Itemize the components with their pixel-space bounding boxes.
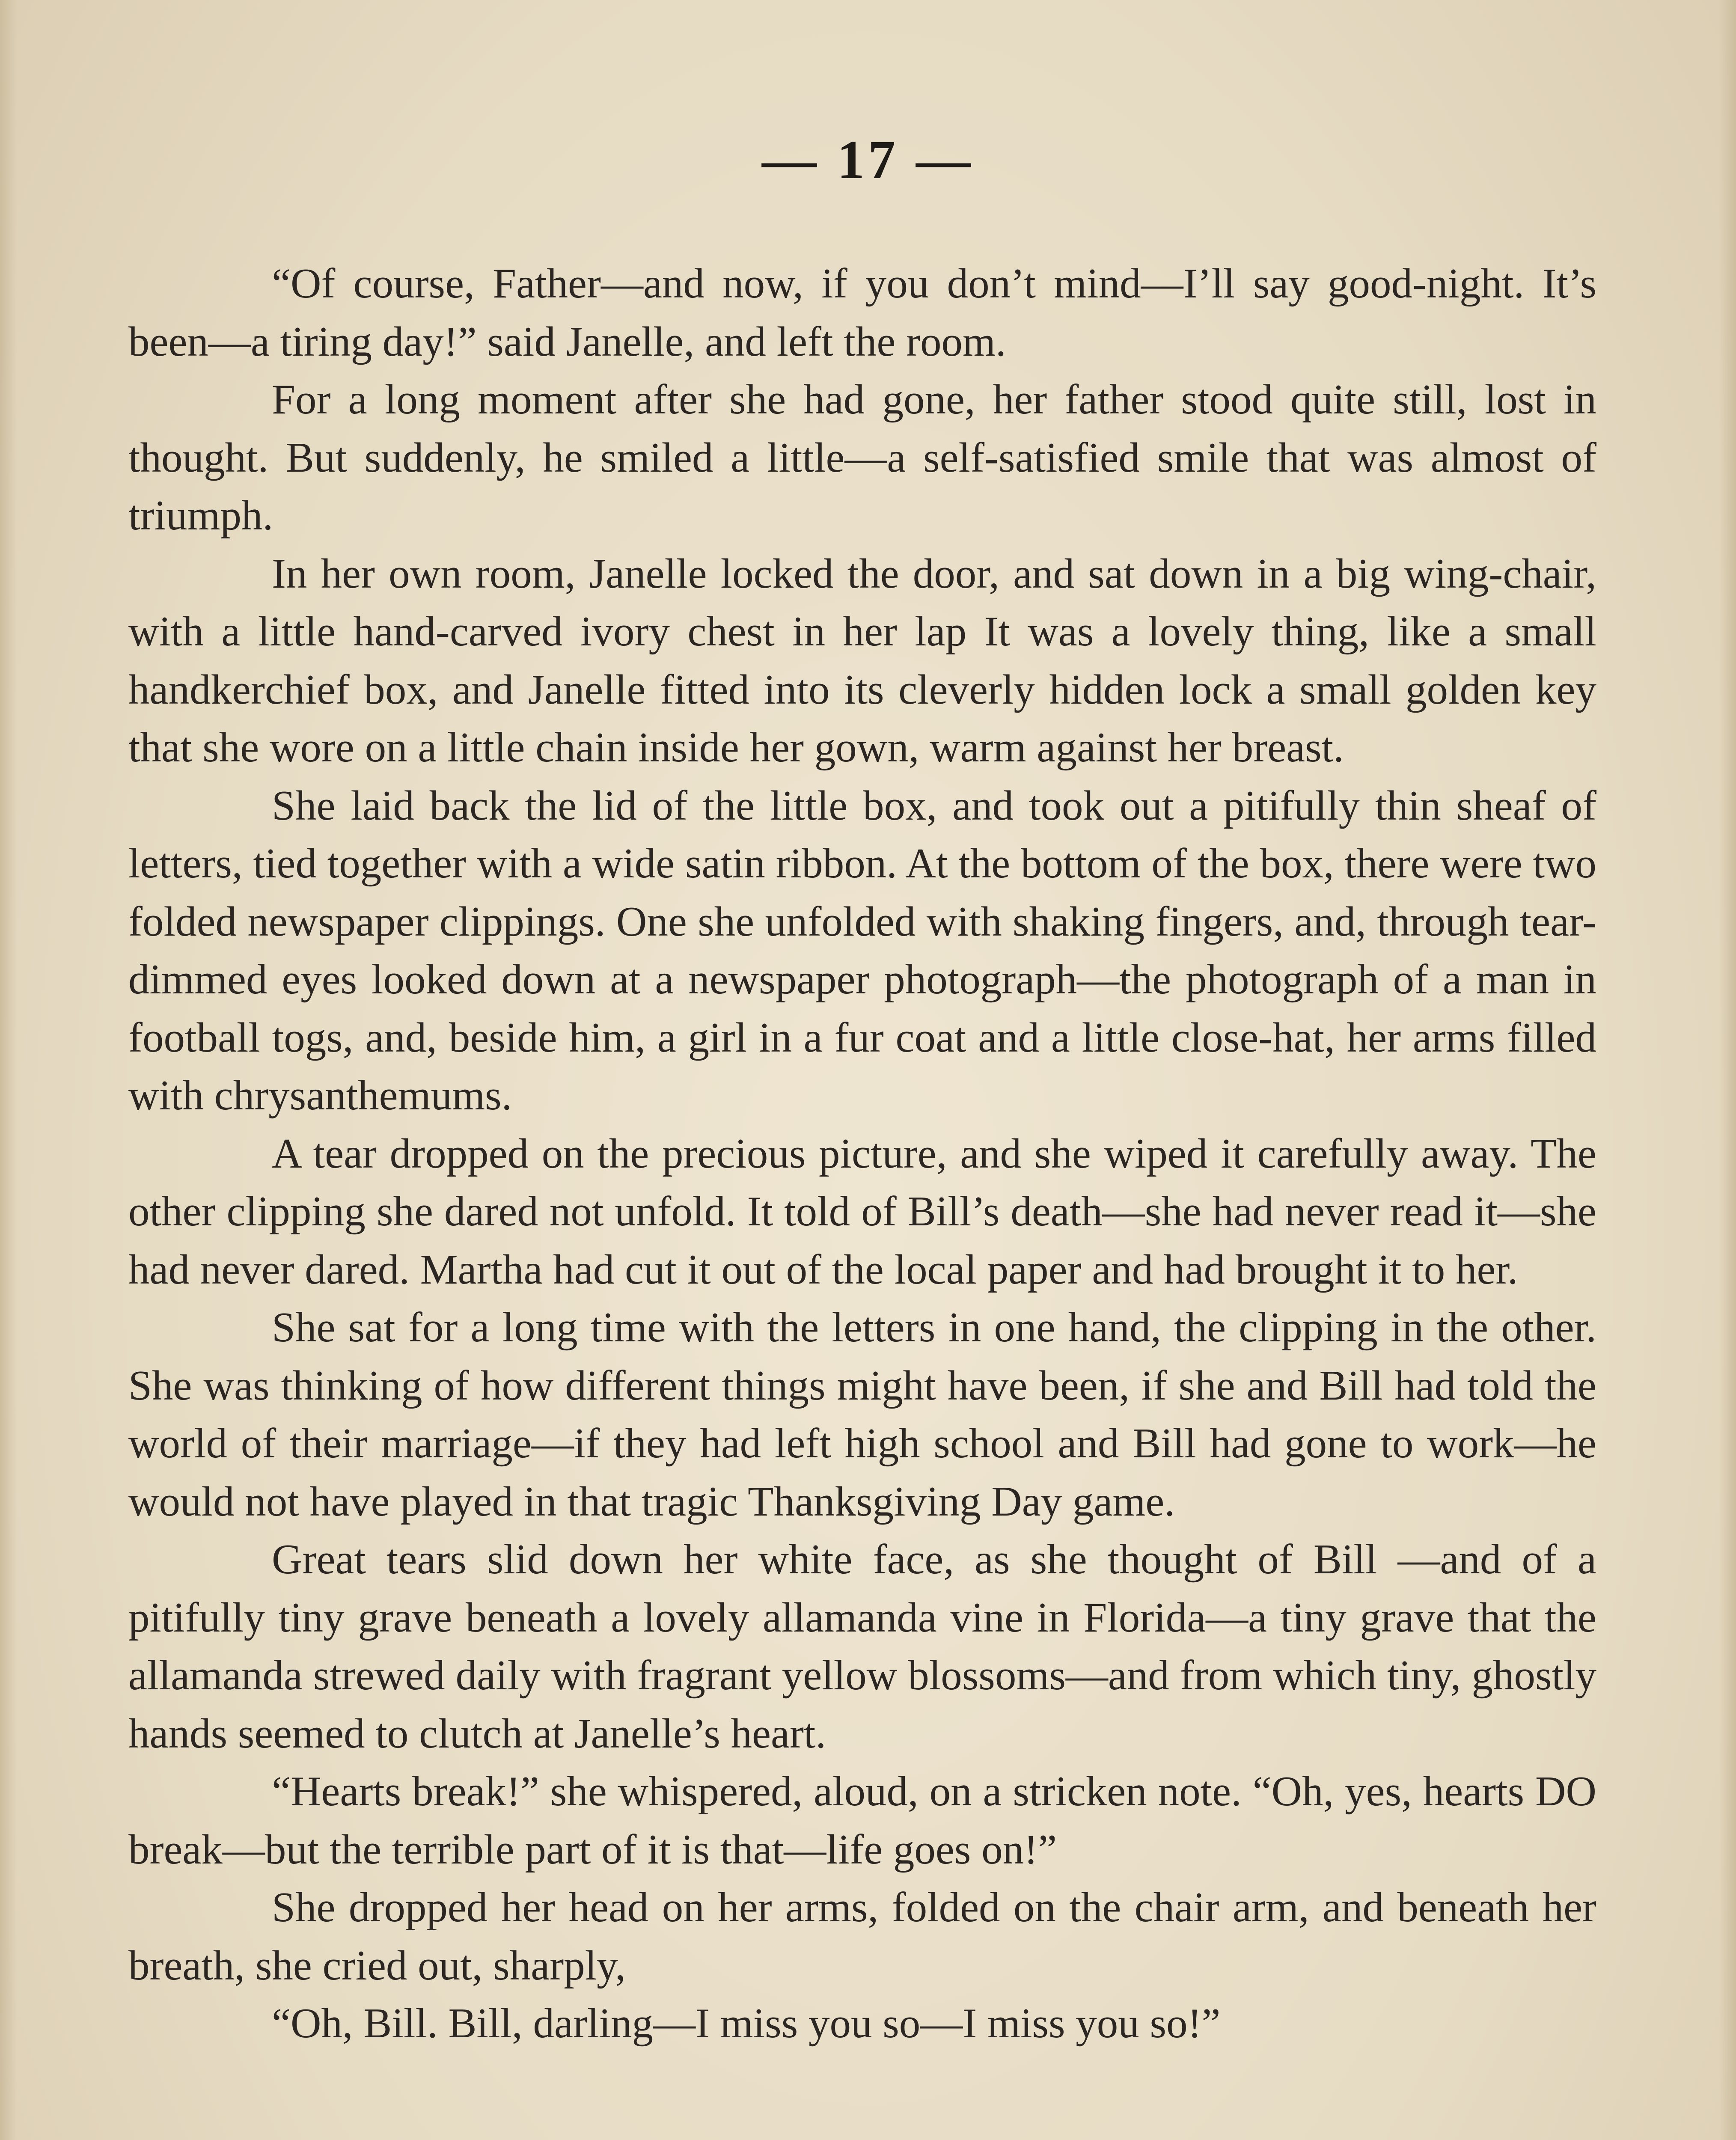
paragraph: A tear dropped on the precious picture, and she wiped it carefully away. The other clipping she dared not unfold. It told of Bill’s death—she had never read it—she had never dared. Martha had cut it out of the local paper and had brought it to her. <box>128 1130 1596 1293</box>
paragraph: For a long moment after she had gone, her father stood quite still, lost in thought. But suddenly, he smiled a little—a self-satisfied smile that was almost of triumph. <box>128 376 1596 539</box>
paragraph: She sat for a long time with the letters in one hand, the clipping in the other. She was thinking of how different things might have been, if she and Bill had told the world of their marriage—if they had left high school and Bill had gone to work—he would not have played in that tragic Thanksgiving Day game. <box>128 1304 1596 1525</box>
page-edge-shadow-left <box>0 0 17 2140</box>
paragraph: Great tears slid down her white face, as she thought of Bill —and of a pitifully tiny grave beneath a lovely allamanda vine in Florida—a tiny grave that the allamanda strewed daily with fragrant yellow blossoms—and from which tiny, ghostly hands seemed to clutch at Janelle’s heart. <box>128 1536 1596 1757</box>
paragraph: “Hearts break!” she whispered, aloud, on a stricken note. “Oh, yes, hearts DO break—but the terrible part of it is that—life goes on!” <box>128 1768 1596 1873</box>
page-number: — 17 — <box>762 129 974 190</box>
paragraph: In her own room, Janelle locked the door, and sat down in a big wing-chair, with a little hand-carved ivory chest in her lap It was a lovely thing, like a small handkerchief box, and Janelle fitted into its cleverly hidden lock a small golden key that she wore on a little chain inside her gown, warm against her breast. <box>128 550 1596 771</box>
paragraph: “Of course, Father—and now, if you don’t mind—I’ll say good-night. It’s been—a tiring day!” said Janelle, and left the room. <box>128 260 1596 365</box>
paragraph: She dropped her head on her arms, folded on the chair arm, and beneath her breath, she cried out, sharply, <box>128 1884 1596 1989</box>
paragraph: She laid back the lid of the little box, and took out a pitifully thin sheaf of letters, tied together with a wide satin ribbon. At the bottom of the box, there were two folded newspaper clippings. One she unfolded with shaking fingers, and, through tear-dimmed eyes looked down at a newspaper photograph—the photograph of a man in football togs, and, beside him, a girl in a fur coat and a little close-hat, her arms filled with chrysanthemums. <box>128 782 1596 1119</box>
paragraph: “Oh, Bill. Bill, darling—I miss you so—I miss you so!” <box>272 2000 1221 2047</box>
page-edge-shadow-right <box>1719 0 1736 2140</box>
body-text <box>128 255 1596 2053</box>
